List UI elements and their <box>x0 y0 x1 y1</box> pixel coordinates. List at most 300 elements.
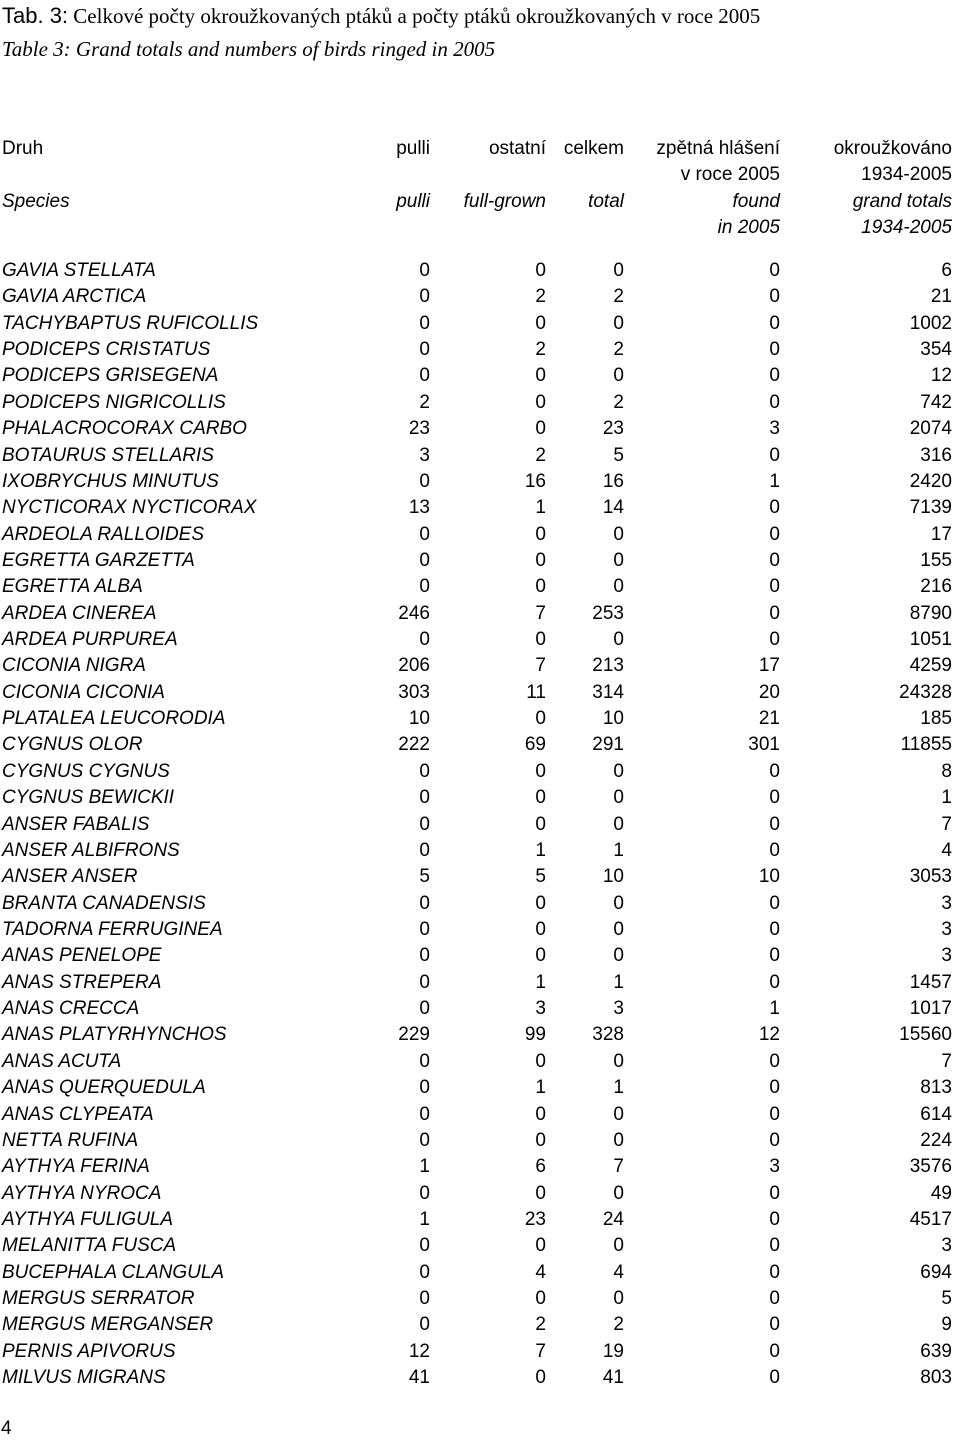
found-count: 0 <box>769 1288 780 1310</box>
found-count: 20 <box>758 681 780 703</box>
table-row <box>0 838 960 864</box>
table-title-czech-text: Celkové počty okroužkovaných ptáků a počty ptáků okroužkovaných v roce 2005 <box>73 4 761 28</box>
table-title-czech <box>2 3 760 29</box>
pulli-count: 0 <box>419 576 430 598</box>
found-count: 0 <box>769 444 780 466</box>
species-name: TADORNA FERRUGINEA <box>2 918 223 940</box>
found-count: 0 <box>769 787 780 809</box>
grand-total-count: 316 <box>920 444 952 466</box>
species-name: NETTA RUFINA <box>2 1129 139 1151</box>
pulli-count: 12 <box>408 1340 430 1362</box>
table-row <box>0 390 960 416</box>
grand-total-count: 24328 <box>899 681 952 703</box>
found-count: 0 <box>769 945 780 967</box>
pulli-count: 10 <box>408 708 430 730</box>
pulli-count: 0 <box>419 523 430 545</box>
full-grown-count: 3 <box>535 998 546 1020</box>
species-name: AYTHYA FULIGULA <box>2 1208 174 1230</box>
pulli-count: 41 <box>408 1367 430 1389</box>
found-count: 0 <box>769 1314 780 1336</box>
table-row <box>0 1207 960 1233</box>
table-row <box>0 891 960 917</box>
grand-total-count: 742 <box>920 391 952 413</box>
species-name: GAVIA ARCTICA <box>2 286 147 308</box>
pulli-count: 0 <box>419 1314 430 1336</box>
header-found-cz: zpětná hlášení <box>656 138 780 159</box>
total-count: 14 <box>602 497 624 519</box>
pulli-count: 0 <box>419 286 430 308</box>
grand-total-count: 15560 <box>899 1024 952 1046</box>
table-row <box>0 812 960 838</box>
total-count: 10 <box>602 866 624 888</box>
total-count: 0 <box>613 918 624 940</box>
total-count: 0 <box>613 892 624 914</box>
grand-total-count: 614 <box>920 1103 952 1125</box>
full-grown-count: 2 <box>535 444 546 466</box>
found-count: 0 <box>769 1235 780 1257</box>
table-row <box>0 258 960 284</box>
grand-total-count: 1051 <box>909 629 952 651</box>
full-grown-count: 0 <box>535 523 546 545</box>
found-count: 0 <box>769 892 780 914</box>
species-name: BOTAURUS STELLARIS <box>2 444 214 466</box>
table-row <box>0 1128 960 1154</box>
header-species-cz: Druh <box>2 138 44 159</box>
species-name: ARDEOLA RALLOIDES <box>2 523 205 545</box>
table-row <box>0 337 960 363</box>
total-count: 4 <box>613 1261 624 1283</box>
total-count: 0 <box>613 1182 624 1204</box>
total-count: 0 <box>613 312 624 334</box>
table-row <box>0 1154 960 1180</box>
pulli-count: 0 <box>419 1235 430 1257</box>
pulli-count: 0 <box>419 760 430 782</box>
full-grown-count: 0 <box>535 312 546 334</box>
species-name: CICONIA CICONIA <box>2 681 165 703</box>
found-count: 0 <box>769 629 780 651</box>
pulli-count: 1 <box>419 1208 430 1230</box>
grand-total-count: 1 <box>941 787 952 809</box>
total-count: 16 <box>602 470 624 492</box>
full-grown-count: 16 <box>524 470 546 492</box>
grand-total-count: 694 <box>920 1261 952 1283</box>
full-grown-count: 2 <box>535 286 546 308</box>
found-count: 0 <box>769 813 780 835</box>
grand-total-count: 1017 <box>909 998 952 1020</box>
pulli-count: 1 <box>419 1156 430 1178</box>
species-name: PODICEPS CRISTATUS <box>2 339 211 361</box>
found-count: 0 <box>769 602 780 624</box>
total-count: 2 <box>613 391 624 413</box>
pulli-count: 0 <box>419 549 430 571</box>
pulli-count: 0 <box>419 1129 430 1151</box>
full-grown-count: 99 <box>524 1024 546 1046</box>
species-name: ANAS STREPERA <box>2 971 162 993</box>
table-row <box>0 601 960 627</box>
page-number: 4 <box>1 1418 12 1439</box>
full-grown-count: 0 <box>535 549 546 571</box>
table-row <box>0 1102 960 1128</box>
found-count: 17 <box>758 655 780 677</box>
full-grown-count: 0 <box>535 1182 546 1204</box>
species-name: ANAS CRECCA <box>2 998 140 1020</box>
species-name: CYGNUS OLOR <box>2 734 143 756</box>
total-count: 0 <box>613 1129 624 1151</box>
found-count: 0 <box>769 1077 780 1099</box>
found-count: 0 <box>769 391 780 413</box>
total-count: 0 <box>613 1288 624 1310</box>
found-count: 1 <box>769 470 780 492</box>
total-count: 0 <box>613 365 624 387</box>
full-grown-count: 5 <box>535 866 546 888</box>
total-count: 0 <box>613 260 624 281</box>
grand-total-count: 8790 <box>909 602 952 624</box>
grand-total-count: 12 <box>930 365 952 387</box>
total-count: 328 <box>592 1024 624 1046</box>
total-count: 5 <box>613 444 624 466</box>
total-count: 291 <box>592 734 624 756</box>
pulli-count: 0 <box>419 1182 430 1204</box>
total-count: 213 <box>592 655 624 677</box>
grand-total-count: 3 <box>941 1235 952 1257</box>
total-count: 41 <box>602 1367 624 1389</box>
full-grown-count: 0 <box>535 1235 546 1257</box>
found-count: 0 <box>769 260 780 281</box>
pulli-count: 3 <box>419 444 430 466</box>
total-count: 253 <box>592 602 624 624</box>
pulli-count: 0 <box>419 312 430 334</box>
full-grown-count: 0 <box>535 1050 546 1072</box>
pulli-count: 0 <box>419 945 430 967</box>
table-row <box>0 1365 960 1391</box>
grand-total-count: 11855 <box>900 734 952 756</box>
total-count: 23 <box>602 418 624 440</box>
grand-total-count: 639 <box>920 1340 952 1362</box>
found-count: 0 <box>769 339 780 361</box>
full-grown-count: 0 <box>535 260 546 281</box>
pulli-count: 23 <box>408 418 430 440</box>
table-row <box>0 1181 960 1207</box>
grand-total-count: 21 <box>930 286 952 308</box>
header-total-cz: celkem <box>563 138 624 159</box>
found-count: 0 <box>769 1103 780 1125</box>
table-row <box>0 548 960 574</box>
found-count: 0 <box>769 576 780 598</box>
table-row <box>0 864 960 890</box>
total-count: 1 <box>613 971 624 993</box>
table-row <box>0 1339 960 1365</box>
total-count: 0 <box>613 523 624 545</box>
table-label: Tab. 3: <box>2 3 69 28</box>
species-name: PERNIS APIVORUS <box>2 1340 176 1362</box>
full-grown-count: 23 <box>524 1208 546 1230</box>
grand-total-count: 3 <box>941 892 952 914</box>
found-count: 0 <box>769 1367 780 1389</box>
species-name: PLATALEA LEUCORODIA <box>2 708 226 730</box>
found-count: 301 <box>748 734 780 756</box>
pulli-count: 0 <box>419 839 430 861</box>
species-name: MELANITTA FUSCA <box>2 1235 177 1257</box>
pulli-count: 0 <box>419 892 430 914</box>
grand-total-count: 5 <box>941 1288 952 1310</box>
pulli-count: 13 <box>408 497 430 519</box>
species-name: PODICEPS GRISEGENA <box>2 365 219 387</box>
species-name: MERGUS MERGANSER <box>2 1314 214 1336</box>
full-grown-count: 2 <box>535 339 546 361</box>
header-species-en: Species <box>2 191 70 212</box>
full-grown-count: 0 <box>535 760 546 782</box>
grand-total-count: 4259 <box>909 655 952 677</box>
grand-total-count: 9 <box>941 1314 952 1336</box>
grand-total-count: 7 <box>941 813 952 835</box>
table-row <box>0 653 960 679</box>
full-grown-count: 0 <box>535 892 546 914</box>
full-grown-count: 0 <box>535 365 546 387</box>
pulli-count: 0 <box>419 629 430 651</box>
header-row-czech-2 <box>0 162 960 188</box>
total-count: 3 <box>613 998 624 1020</box>
header-found-en: found <box>732 191 780 212</box>
species-name: ANAS CLYPEATA <box>2 1103 154 1125</box>
full-grown-count: 4 <box>535 1261 546 1283</box>
full-grown-count: 0 <box>535 629 546 651</box>
table-row <box>0 970 960 996</box>
found-count: 0 <box>769 497 780 519</box>
full-grown-count: 11 <box>526 681 546 703</box>
species-name: NYCTICORAX NYCTICORAX <box>2 497 257 519</box>
found-count: 0 <box>769 286 780 308</box>
header-row-english-2 <box>0 215 960 241</box>
grand-total-count: 813 <box>920 1077 952 1099</box>
found-count: 0 <box>769 1182 780 1204</box>
header-grand-en: grand totals <box>852 191 952 212</box>
species-name: ANSER ANSER <box>2 866 138 888</box>
grand-total-count: 2420 <box>909 470 952 492</box>
species-name: EGRETTA GARZETTA <box>2 549 195 571</box>
found-count: 0 <box>769 1208 780 1230</box>
full-grown-count: 0 <box>535 918 546 940</box>
grand-total-count: 1457 <box>909 971 952 993</box>
table-row <box>0 1233 960 1259</box>
species-name: PODICEPS NIGRICOLLIS <box>2 391 226 413</box>
pulli-count: 0 <box>419 1077 430 1099</box>
found-count: 0 <box>769 549 780 571</box>
total-count: 7 <box>613 1156 624 1178</box>
found-count: 0 <box>769 523 780 545</box>
pulli-count: 229 <box>398 1024 430 1046</box>
pulli-count: 0 <box>419 1050 430 1072</box>
header-total-en: total <box>588 191 624 212</box>
grand-total-count: 7 <box>941 1050 952 1072</box>
found-count: 0 <box>769 971 780 993</box>
species-name: PHALACROCORAX CARBO <box>2 418 247 440</box>
total-count: 0 <box>613 1050 624 1072</box>
grand-total-count: 185 <box>920 708 952 730</box>
found-count: 0 <box>769 760 780 782</box>
table-row <box>0 495 960 521</box>
table-row <box>0 706 960 732</box>
grand-total-count: 3576 <box>909 1156 952 1178</box>
full-grown-count: 0 <box>535 1129 546 1151</box>
full-grown-count: 7 <box>535 655 546 677</box>
table-row <box>0 469 960 495</box>
table-row <box>0 759 960 785</box>
total-count: 314 <box>592 681 624 703</box>
grand-total-count: 803 <box>920 1367 952 1389</box>
pulli-count: 303 <box>398 681 430 703</box>
grand-total-count: 3 <box>941 918 952 940</box>
grand-total-count: 7139 <box>909 497 952 519</box>
pulli-count: 0 <box>419 787 430 809</box>
full-grown-count: 1 <box>535 839 546 861</box>
header-row-czech <box>0 136 960 162</box>
pulli-count: 0 <box>419 918 430 940</box>
species-name: ANSER ALBIFRONS <box>2 839 180 861</box>
full-grown-count: 0 <box>535 813 546 835</box>
grand-total-count: 4 <box>941 839 952 861</box>
species-name: CICONIA NIGRA <box>2 655 146 677</box>
species-name: AYTHYA FERINA <box>2 1156 150 1178</box>
pulli-count: 0 <box>419 998 430 1020</box>
full-grown-count: 0 <box>535 945 546 967</box>
grand-total-count: 155 <box>920 549 952 571</box>
pulli-count: 5 <box>419 866 430 888</box>
full-grown-count: 0 <box>535 576 546 598</box>
pulli-count: 2 <box>419 391 430 413</box>
pulli-count: 0 <box>419 971 430 993</box>
pulli-count: 0 <box>419 813 430 835</box>
total-count: 0 <box>613 1235 624 1257</box>
pulli-count: 0 <box>419 1103 430 1125</box>
pulli-count: 0 <box>419 1288 430 1310</box>
full-grown-count: 69 <box>524 734 546 756</box>
grand-total-count: 1002 <box>909 312 952 334</box>
full-grown-count: 0 <box>535 708 546 730</box>
full-grown-count: 1 <box>535 1077 546 1099</box>
grand-total-count: 3 <box>941 945 952 967</box>
pulli-count: 0 <box>419 470 430 492</box>
total-count: 19 <box>602 1340 624 1362</box>
table-row <box>0 363 960 389</box>
header-grand-years-cz: 1934-2005 <box>861 164 952 185</box>
table-row <box>0 311 960 337</box>
grand-total-count: 354 <box>920 339 952 361</box>
pulli-count: 0 <box>419 1261 430 1283</box>
table-row <box>0 1286 960 1312</box>
full-grown-count: 0 <box>535 418 546 440</box>
species-name: ARDEA CINEREA <box>2 602 157 624</box>
found-count: 0 <box>769 365 780 387</box>
table-row <box>0 522 960 548</box>
table-row <box>0 574 960 600</box>
table-row <box>0 1022 960 1048</box>
grand-total-count: 2074 <box>909 418 952 440</box>
pulli-count: 0 <box>419 365 430 387</box>
full-grown-count: 2 <box>535 1314 546 1336</box>
header-found-year-cz: v roce 2005 <box>680 164 780 185</box>
table-row <box>0 943 960 969</box>
header-pulli-en: pulli <box>396 191 430 212</box>
table-row <box>0 785 960 811</box>
table-row <box>0 284 960 310</box>
table-row <box>0 1075 960 1101</box>
total-count: 24 <box>602 1208 624 1230</box>
species-name: IXOBRYCHUS MINUTUS <box>2 470 219 492</box>
table-row <box>0 732 960 758</box>
species-name: CYGNUS CYGNUS <box>2 760 170 782</box>
species-name: ANAS PLATYRHYNCHOS <box>2 1024 227 1046</box>
grand-total-count: 224 <box>920 1129 952 1151</box>
species-name: CYGNUS BEWICKII <box>2 787 175 809</box>
total-count: 2 <box>613 1314 624 1336</box>
header-pulli-cz: pulli <box>396 138 430 159</box>
species-name: ANAS PENELOPE <box>2 945 162 967</box>
found-count: 0 <box>769 1129 780 1151</box>
grand-total-count: 4517 <box>909 1208 952 1230</box>
total-count: 2 <box>613 339 624 361</box>
species-name: TACHYBAPTUS RUFICOLLIS <box>2 312 259 334</box>
grand-total-count: 17 <box>930 523 952 545</box>
table-row <box>0 1260 960 1286</box>
total-count: 2 <box>613 286 624 308</box>
full-grown-count: 0 <box>535 1367 546 1389</box>
found-count: 0 <box>769 918 780 940</box>
species-table <box>0 258 960 1391</box>
found-count: 3 <box>769 418 780 440</box>
table-title-english: Table 3: Grand totals and numbers of birds ringed in 2005 <box>2 37 496 61</box>
species-name: AYTHYA NYROCA <box>2 1182 162 1204</box>
table-row <box>0 443 960 469</box>
found-count: 12 <box>758 1024 780 1046</box>
species-name: GAVIA STELLATA <box>2 260 156 281</box>
total-count: 0 <box>613 945 624 967</box>
total-count: 0 <box>613 760 624 782</box>
pulli-count: 206 <box>398 655 430 677</box>
header-row-english <box>0 189 960 215</box>
found-count: 1 <box>769 998 780 1020</box>
total-count: 0 <box>613 813 624 835</box>
total-count: 1 <box>613 839 624 861</box>
species-name: ANAS QUERQUEDULA <box>2 1077 206 1099</box>
species-name: ANSER FABALIS <box>2 813 150 835</box>
species-name: BRANTA CANADENSIS <box>2 892 206 914</box>
table-row <box>0 680 960 706</box>
found-count: 3 <box>769 1156 780 1178</box>
species-name: MERGUS SERRATOR <box>2 1288 195 1310</box>
full-grown-count: 1 <box>535 497 546 519</box>
header-grand-cz: okroužkováno <box>833 138 952 159</box>
full-grown-count: 7 <box>535 1340 546 1362</box>
header-grown-cz: ostatní <box>488 138 546 159</box>
found-count: 0 <box>769 312 780 334</box>
full-grown-count: 0 <box>535 1103 546 1125</box>
header-grown-en: full-grown <box>463 191 546 212</box>
total-count: 0 <box>613 787 624 809</box>
pulli-count: 0 <box>419 339 430 361</box>
header-found-year-en: in 2005 <box>717 217 780 238</box>
total-count: 0 <box>613 629 624 651</box>
found-count: 0 <box>769 839 780 861</box>
species-name: ANAS ACUTA <box>2 1050 122 1072</box>
table-row <box>0 917 960 943</box>
found-count: 10 <box>758 866 780 888</box>
full-grown-count: 7 <box>535 602 546 624</box>
full-grown-count: 6 <box>535 1156 546 1178</box>
pulli-count: 0 <box>419 260 430 281</box>
grand-total-count: 216 <box>920 576 952 598</box>
species-name: BUCEPHALA CLANGULA <box>2 1261 225 1283</box>
full-grown-count: 0 <box>535 391 546 413</box>
